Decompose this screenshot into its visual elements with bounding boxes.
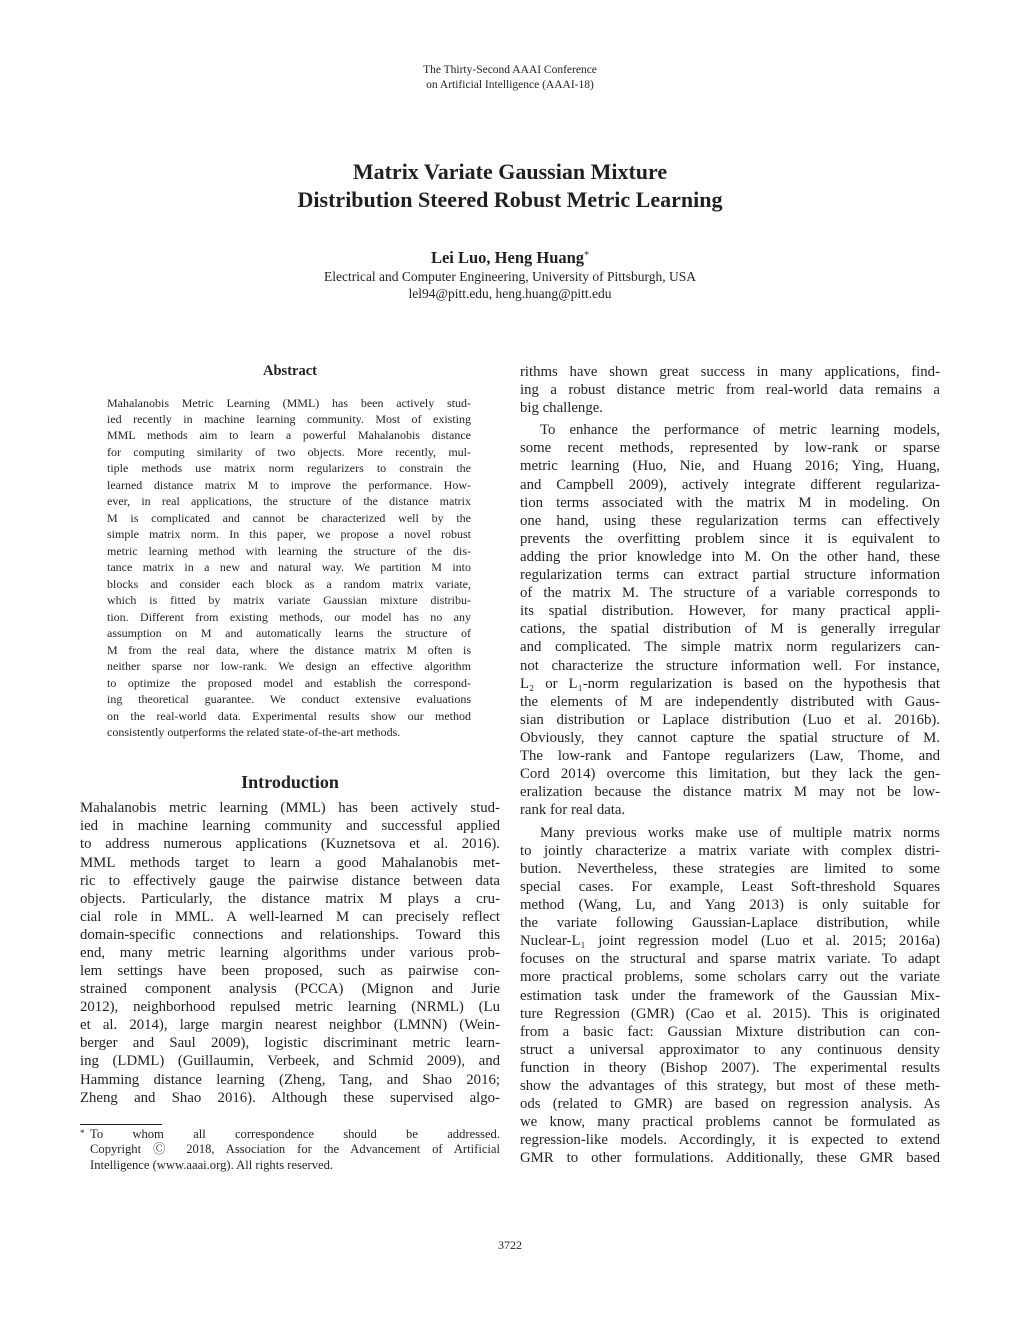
abstract-line: neither sparse nor low-rank. We design an effective algorithm [107, 659, 471, 673]
body-line: The low-rank and Fantope regularizers (Law, Thome, and [520, 748, 940, 764]
footnote-line: To whom all correspondence should be addressed. [90, 1127, 500, 1141]
body-line: rithms have shown great success in many applications, find- [520, 364, 940, 380]
body-line: metric learning (Huo, Nie, and Huang 2016; Ying, Huang, [520, 458, 940, 474]
abstract-line: tion. Different from existing methods, our model has no any [107, 610, 471, 624]
abstract-line: learned distance matrix M to improve the performance. How- [107, 478, 471, 492]
author-names: Lei Luo, Heng Huang [430, 248, 585, 267]
body-line: of the matrix M. The structure of a variable corresponds to [520, 585, 940, 601]
body-line: ods (related to GMR) are based on regression analysis. As [520, 1096, 940, 1112]
abstract-line: ever, in real applications, the structure of the distance matrix [107, 494, 471, 508]
author-emails: lel94@pitt.edu, heng.huang@pitt.edu [408, 286, 612, 301]
body-line: GMR to other formulations. Additionally, these GMR based [520, 1150, 940, 1166]
paper-title-line-1: Matrix Variate Gaussian Mixture [352, 159, 668, 184]
abstract-line: consistently outperforms the related state-of-the-art methods. [107, 725, 401, 739]
abstract-heading: Abstract [263, 363, 317, 379]
body-line: Cord 2014) overcome this limitation, but they lack the gen- [520, 766, 940, 782]
intro-line: berger and Saul 2009), logistic discriminant metric learn- [80, 1035, 500, 1051]
body-line: some recent methods, represented by low-rank or sparse [520, 440, 940, 456]
abstract-line: tance matrix in a new and natural way. We partition M into [107, 560, 471, 574]
intro-line: domain-specific connections and relationships. Toward this [80, 927, 500, 943]
corresponding-author-mark: * [584, 250, 590, 261]
body-line: Obviously, they cannot capture the spatial structure of M. [520, 730, 940, 746]
intro-line: Zheng and Shao 2016). Although these supervised algo- [80, 1090, 500, 1106]
body-line: ture Regression (GMR) (Cao et al. 2015). This is originated [520, 1006, 940, 1022]
body-line: ing a robust distance metric from real-world data remains a [520, 382, 940, 398]
venue-line-2: on Artificial Intelligence (AAAI-18) [426, 79, 594, 91]
abstract-line: MML methods aim to learn a powerful Mahalanobis distance [107, 428, 471, 442]
abstract-line: blocks and consider each block as a random matrix variate, [107, 577, 471, 591]
abstract-line: Mahalanobis Metric Learning (MML) has been actively stud- [107, 396, 471, 410]
intro-line: to address numerous applications (Kuznetsova et al. 2016). [80, 836, 500, 852]
body-line: prevents the overfitting problem since it is equivalent to [520, 531, 940, 547]
intro-line: ing (LDML) (Guillaumin, Verbeek, and Schmid 2009), and [80, 1053, 500, 1069]
abstract-line: on the real-world data. Experimental results show our method [107, 709, 471, 723]
abstract-line: M is complicated and cannot be characterized well by the [107, 511, 471, 525]
body-line: eralization because the distance matrix M may not be low- [520, 784, 940, 800]
abstract-line: tiple methods use matrix norm regularizers to constrain the [107, 461, 471, 475]
introduction-heading: Introduction [241, 772, 339, 792]
footnote-line: Intelligence (www.aaai.org). All rights reserved. [90, 1158, 334, 1172]
body-line: bution. Nevertheless, these strategies are limited to some [520, 861, 940, 877]
body-line: show the advantages of this strategy, but most of these meth- [520, 1078, 940, 1094]
intro-line: cial role in MML. A well-learned M can precisely reflect [80, 909, 500, 925]
paper-title-line-2: Distribution Steered Robust Metric Learning [297, 187, 723, 212]
body-line: sian distribution or Laplace distribution (Luo et al. 2016b). [520, 712, 940, 728]
abstract-line: ing theoretical guarantee. We conduct extensive evaluations [107, 692, 471, 706]
intro-line: ied in machine learning community and successful applied [80, 818, 500, 834]
body-line: special cases. For example, Least Soft-threshold Squares [520, 879, 940, 895]
abstract-line: ied recently in machine learning community. Most of existing [107, 412, 471, 426]
body-line: Nuclear-L₁ joint regression model (Luo et al. 2015; 2016a) [520, 933, 940, 949]
abstract-line: to optimize the proposed model and establish the correspond- [107, 676, 471, 690]
body-line: Many previous works make use of multiple matrix norms [540, 825, 940, 841]
body-line: more practical problems, some scholars carry out the variate [520, 969, 940, 985]
body-line: focuses on the structural and sparse matrix variate. To adapt [520, 951, 940, 967]
intro-line: Mahalanobis metric learning (MML) has been actively stud- [80, 800, 500, 816]
venue-line-1: The Thirty-Second AAAI Conference [423, 64, 597, 76]
abstract-line: assumption on M and automatically learns the structure of [107, 626, 471, 640]
intro-line: lem settings have been proposed, such as pairwise con- [80, 963, 500, 979]
intro-line: MML methods target to learn a good Mahalanobis met- [80, 855, 500, 871]
body-line: To enhance the performance of metric learning models, [540, 422, 940, 438]
intro-line: et al. 2014), large margin nearest neighbor (LMNN) (Wein- [80, 1017, 500, 1033]
body-line: big challenge. [520, 400, 603, 416]
body-line: not characterize the structure information well. For instance, [520, 658, 940, 674]
author-list [0, 248, 1020, 268]
body-line: one hand, using these regularization terms can effectively [520, 513, 940, 529]
body-line: function in theory (Bishop 2007). The experimental results [520, 1060, 940, 1076]
body-line: the variate following Gaussian-Laplace distribution, while [520, 915, 940, 931]
abstract-line: M from the real data, where the distance matrix M often is [107, 643, 471, 657]
body-line: from a basic fact: Gaussian Mixture distribution can con- [520, 1024, 940, 1040]
abstract-line: for computing similarity of two objects. More recently, mul- [107, 445, 471, 459]
body-line: adding the prior knowledge into M. On the other hand, these [520, 549, 940, 565]
body-line: we know, many practical problems cannot be formulated as [520, 1114, 940, 1130]
abstract-line: metric learning method with learning the structure of the dis- [107, 544, 471, 558]
body-line: its spatial distribution. However, for many practical appli- [520, 603, 940, 619]
body-line: tion terms associated with the matrix M in modeling. On [520, 495, 940, 511]
affiliation: Electrical and Computer Engineering, University of Pittsburgh, USA [323, 269, 697, 284]
intro-line: ric to effectively gauge the pairwise distance between data [80, 873, 500, 889]
abstract-line: simple matrix norm. In this paper, we propose a novel robust [107, 527, 471, 541]
body-line: rank for real data. [520, 802, 626, 818]
body-line: cations, the spatial distribution of M is generally irregular [520, 621, 940, 637]
intro-line: 2012), neighborhood repulsed metric learning (NRML) (Lu [80, 999, 500, 1015]
body-line: and Campbell 2009), actively integrate different regulariza- [520, 477, 940, 493]
body-line: regression-like models. Accordingly, it is expected to extend [520, 1132, 940, 1148]
footnote-line: Copyright Ⓒ 2018, Association for the Advancement of Artificial [90, 1142, 500, 1156]
body-line: L₂ or L₁-norm regularization is based on the hypothesis that [520, 676, 940, 692]
footnote-rule [80, 1124, 162, 1125]
body-line: to jointly characterize a matrix variate with complex distri- [520, 843, 940, 859]
intro-line: strained component analysis (PCCA) (Mignon and Jurie [80, 981, 500, 997]
body-line: struct a universal approximator to any continuous density [520, 1042, 940, 1058]
intro-line: end, many metric learning algorithms under various prob- [80, 945, 500, 961]
body-line: method (Wang, Lu, and Yang 2013) is only suitable for [520, 897, 940, 913]
body-line: estimation task under the framework of the Gaussian Mix- [520, 988, 940, 1004]
body-line: regularization terms can extract partial structure information [520, 567, 940, 583]
body-line: the elements of M are independently distributed with Gaus- [520, 694, 940, 710]
abstract-line: which is fitted by matrix variate Gaussian mixture distribu- [107, 593, 471, 607]
page-number: 3722 [498, 1238, 522, 1252]
body-line: and complicated. The simple matrix norm regularizers can- [520, 639, 940, 655]
footnote-mark: * [80, 1128, 85, 1138]
intro-line: Hamming distance learning (Zheng, Tang, and Shao 2016; [80, 1072, 500, 1088]
intro-line: objects. Particularly, the distance matrix M plays a cru- [80, 891, 500, 907]
